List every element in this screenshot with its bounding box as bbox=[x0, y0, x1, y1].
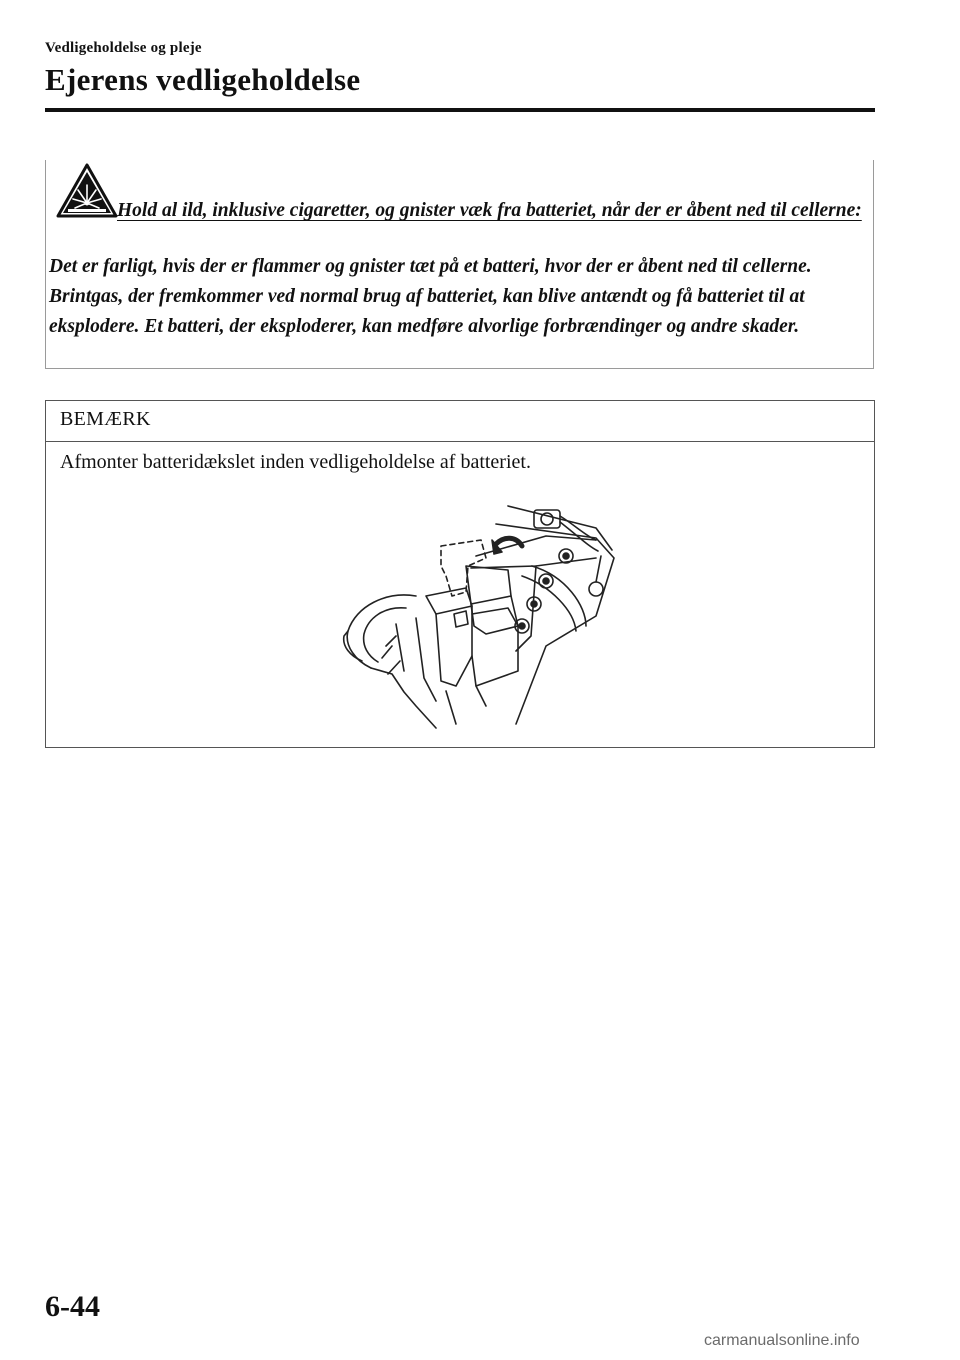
page-number: 6-44 bbox=[45, 1290, 100, 1323]
warning-heading: Hold al ild, inklusive cigaretter, og gnister væk fra batteriet, når der er åbent ned til cellerne: bbox=[117, 200, 862, 221]
watermark: carmanualsonline.info bbox=[704, 1332, 860, 1349]
title-rule bbox=[45, 108, 875, 112]
note-text: Afmonter batteridækslet inden vedligeholdelse af batteriet. bbox=[60, 451, 531, 473]
warning-body: Det er farligt, hvis der er flammer og gnister tæt på et batteri, hvor der er åbent ned til cellerne. Brintgas, der fremkommer ved normal brug af batteriet, kan blive antændt og få batteriet til at eksplodere. Et batteri, der eksploderer, kan medføre alvorlige forbrændinger og andre skader. bbox=[49, 256, 812, 337]
warning-box bbox=[45, 160, 874, 369]
page-title: Ejerens vedligeholdelse bbox=[45, 62, 361, 97]
battery-cover-illustration bbox=[296, 496, 616, 741]
section-label: Vedligeholdelse og pleje bbox=[45, 40, 202, 56]
note-divider bbox=[46, 441, 874, 442]
note-box bbox=[45, 400, 875, 748]
note-heading: BEMÆRK bbox=[60, 408, 151, 430]
